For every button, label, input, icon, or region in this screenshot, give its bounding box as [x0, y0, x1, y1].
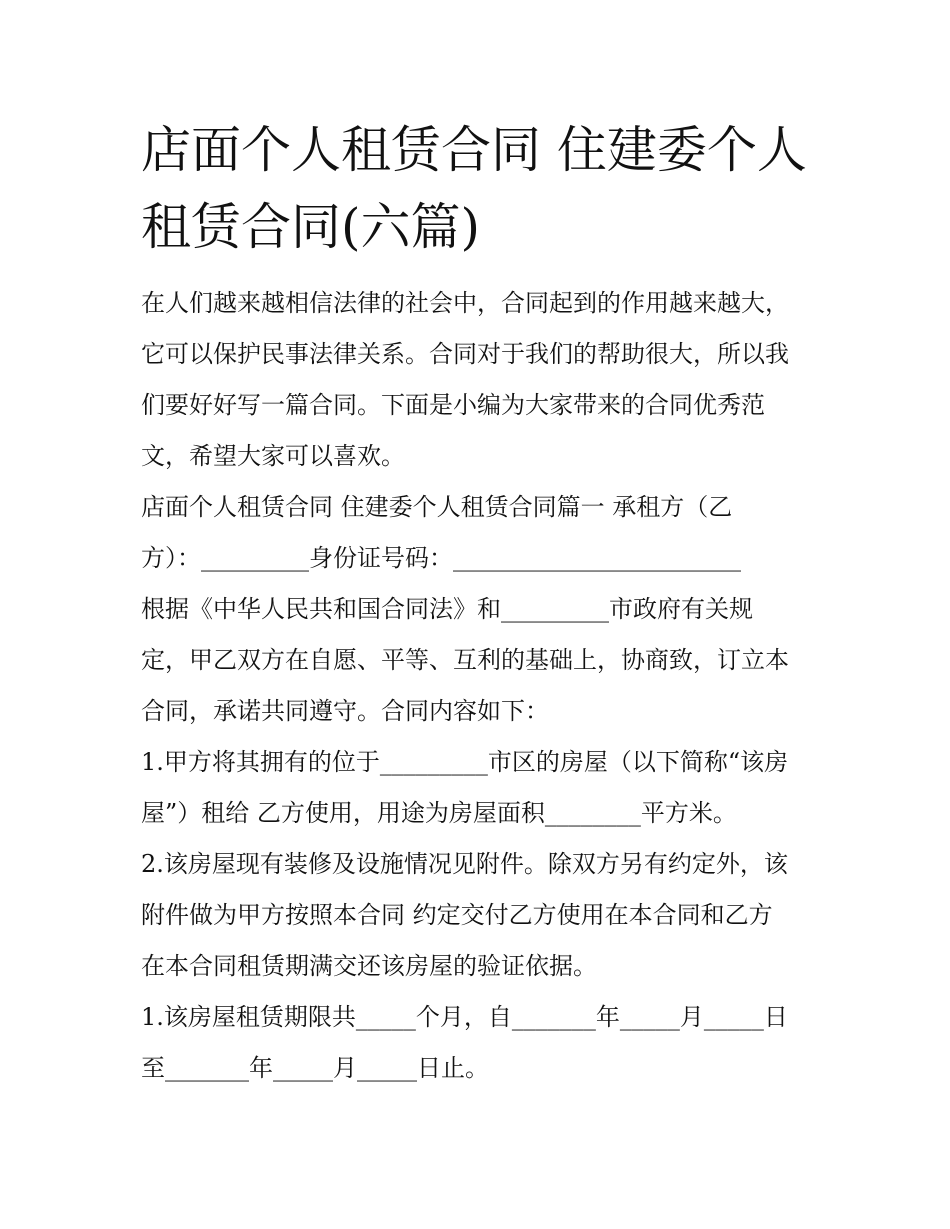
- text-line: 至_______年_____月_____日止。: [141, 1054, 489, 1082]
- text-line: 定，甲乙双方在自愿、平等、互利的基础上，协商致，订立本: [141, 646, 789, 674]
- title-line-1: 店面个人租赁合同 住建委个人: [141, 121, 807, 179]
- text-line: 店面个人租赁合同 住建委个人租赁合同篇一 承租方（乙: [141, 493, 733, 521]
- text-line: 在人们越来越相信法律的社会中，合同起到的作用越来越大，: [141, 289, 789, 317]
- text-line: 方）：_________身份证号码：________________________: [141, 544, 741, 572]
- text-line: 2.该房屋现有装修及设施情况见附件。除双方另有约定外，该: [141, 850, 788, 878]
- text-line: 附件做为甲方按照本合同 约定交付乙方使用在本合同和乙方: [141, 901, 773, 929]
- text-line: 们要好好写一篇合同。下面是小编为大家带来的合同优秀范: [141, 391, 765, 419]
- text-line: 在本合同租赁期满交还该房屋的验证依据。: [141, 952, 597, 980]
- text-line: 1.该房屋租赁期限共_____个月，自_______年_____月_____日: [141, 1003, 788, 1031]
- text-line: 它可以保护民事法律关系。合同对于我们的帮助很大，所以我: [141, 340, 789, 368]
- text-line: 合同，承诺共同遵守。合同内容如下：: [141, 697, 549, 725]
- text-line: 1.甲方将其拥有的位于_________市区的房屋（以下简称“该房: [141, 748, 789, 776]
- text-line: 文，希望大家可以喜欢。: [141, 442, 405, 470]
- text-line: 屋”）租给 乙方使用，用途为房屋面积________平方米。: [141, 799, 737, 827]
- title-line-2: 租赁合同(六篇): [141, 198, 481, 256]
- document-title: [141, 112, 821, 266]
- text-line: 根据《中华人民共和国合同法》和_________市政府有关规: [141, 595, 753, 623]
- document-body: [141, 278, 821, 1094]
